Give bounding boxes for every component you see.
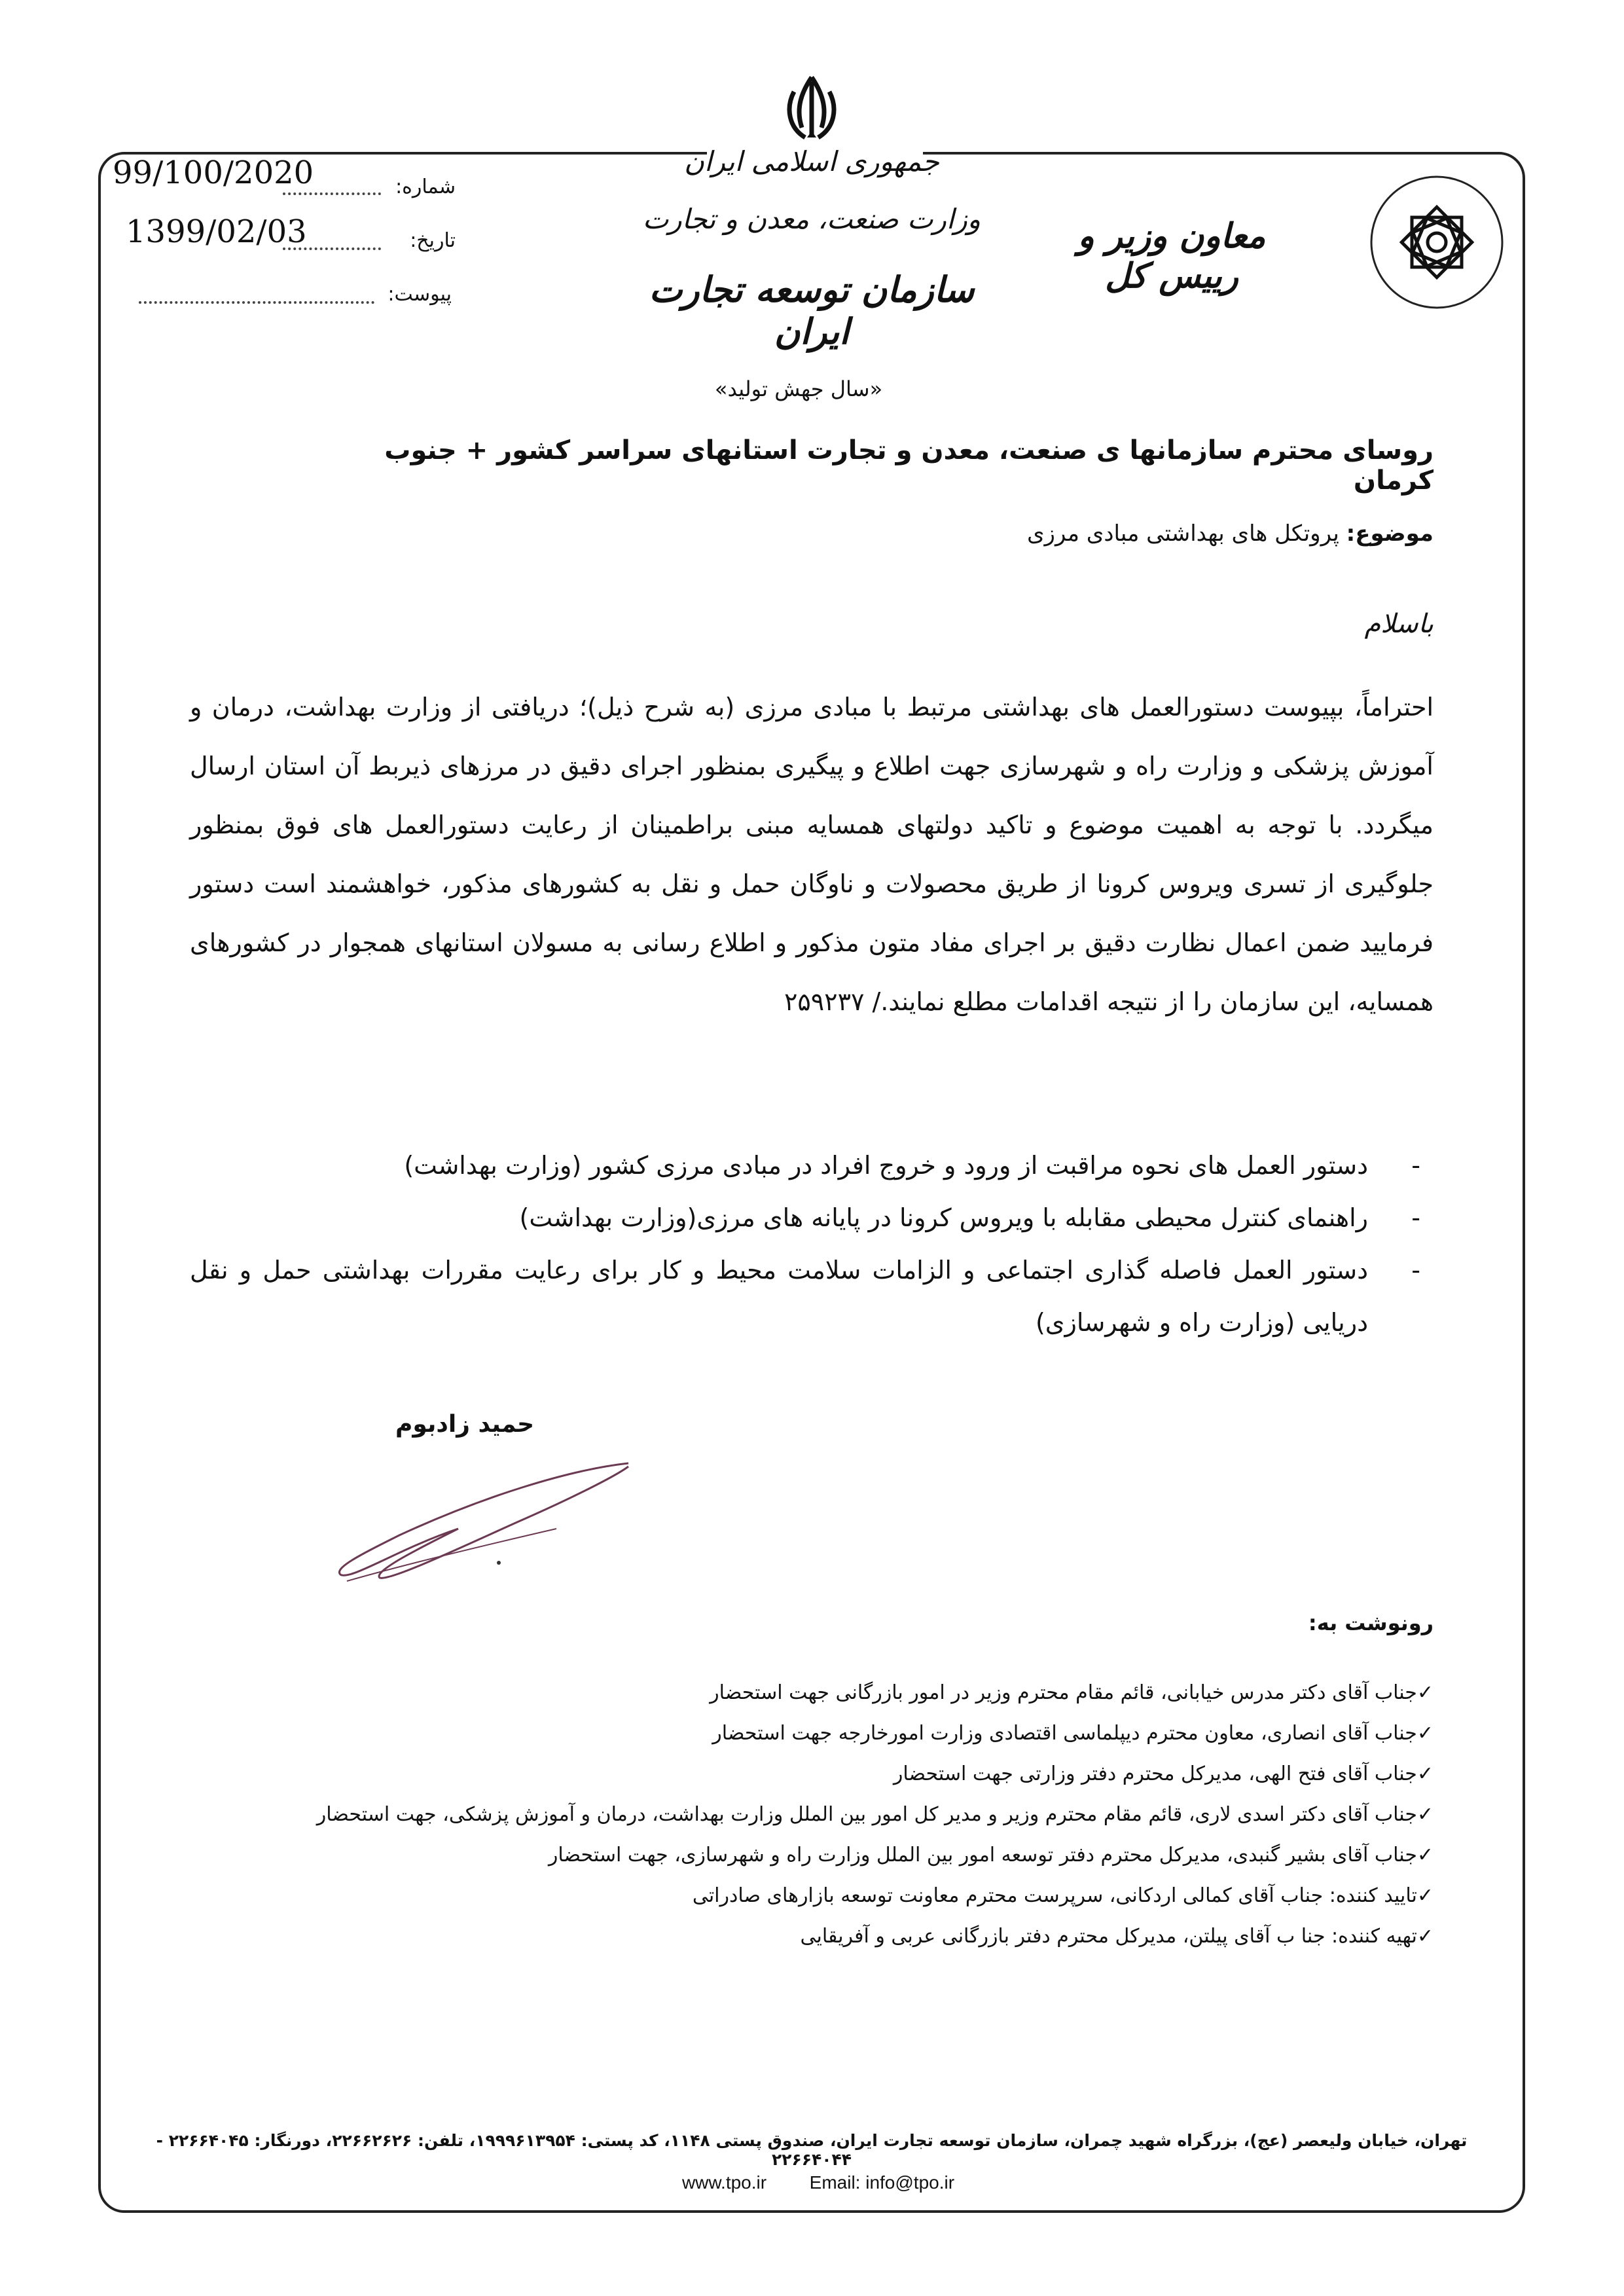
year-slogan: «سال جهش تولید» (714, 376, 883, 401)
cc-item: ✓جناب آقای انصاری، معاون محترم دیپلماسی اقتصادی وزارت امورخارجه جهت استحضار (712, 1722, 1434, 1745)
signatory-name: حمید زادبوم (395, 1411, 535, 1438)
number-label: شماره: (395, 175, 456, 198)
number-dots (283, 192, 381, 195)
bullet-dash: - (1411, 1151, 1420, 1180)
number-value: 99/100/2020 (113, 155, 314, 191)
subject-line (589, 520, 1434, 547)
recipient: روسای محترم سازمانها ی صنعت، معدن و تجارت استانهای سراسر کشور + جنوب کرمان (384, 435, 1434, 496)
iran-emblem-icon (782, 72, 841, 144)
date-label: تاریخ: (410, 229, 456, 252)
list-item: - راهنمای کنترل محیطی مقابله با ویروس کرونا در پایانه های مرزی(وزارت بهداشت) (190, 1192, 1434, 1244)
cc-list (190, 1673, 1434, 1957)
cc-item: ✓تایید کننده: جناب آقای کمالی اردکانی، سرپرست محترم معاونت توسعه بازارهای صادراتی (692, 1884, 1434, 1907)
website-link[interactable]: www.tpo.ir (681, 2172, 767, 2193)
cc-title: رونوشت به: (1308, 1611, 1434, 1635)
cc-item: ✓جناب آقای بشیر گنبدی، مدیرکل محترم دفتر توسعه امور بین الملل وزارت راه و شهرسازی، جهت استحضار (548, 1844, 1434, 1867)
republic-title: جمهوری اسلامی ایران (684, 145, 939, 177)
cc-item: ✓تهیه کننده: جنا ب آقای پیلتن، مدیرکل محترم دفتر بازرگانی عربی و آفریقایی (800, 1925, 1434, 1948)
attachment-dots (139, 301, 374, 304)
subject-label: موضوع: (1346, 520, 1434, 547)
date-value: 1399/02/03 (126, 213, 307, 250)
footer-address: تهران، خیابان ولیعصر (عج)، بزرگراه شهید چمران، سازمان توسعه تجارت ایران، صندوق پستی ۱۱۴۸، کد پستی: ۱۹۹۹۶۱۳۹۵۴، تلفن: ۲۲۶۶۲۶۲۶، دورنگار: ۲۲۶۶۴۰۴۵ - ۲۲۶۶۴۰۴۴ (156, 2131, 1468, 2169)
bullet-dash: - (1411, 1203, 1420, 1232)
ministry-title: وزارت صنعت، معدن و تجارت (642, 203, 981, 235)
cc-item: ✓جناب آقای دکتر اسدی لاری، قائم مقام محترم وزیر و مدیر کل امور بین الملل وزارت بهداشت، درمان و آموزش پزشکی، جهت استحضار (316, 1803, 1434, 1826)
cc-item: ✓جناب آقای دکتر مدرس خیابانی، قائم مقام محترم وزیر در امور بازرگانی جهت استحضار (710, 1681, 1434, 1704)
attachment-label: پیوست: (388, 283, 452, 306)
organization-title: سازمان توسعه تجارت ایران (649, 268, 975, 352)
subject-text: پروتکل های بهداشتی مبادی مرزی (1026, 520, 1339, 547)
deputy-title: معاون وزیر و رییس کل (1077, 216, 1266, 296)
body-paragraph: احتراماً، بپیوست دستورالعمل های بهداشتی مرتبط با مبادی مرزی (به شرح ذیل)؛ دریافتی از وزارت بهداشت، درمان و آموزش پزشکی و وزارت راه و شهرسازی جهت اطلاع و پیگیری بمنظور اجرای دقیق در مرزهای ذیربط آن استان ارسال میگردد. با توجه به اهمیت موضوع و تاکید دولتهای همسایه مبنی براطمینان از رعایت دستورالعمل های فوق بمنظور جلوگیری از تسری ویروس کرونا از طریق محصولات و ناوگان حمل و نقل به کشورهای مذکور، خواهشمند است دستور فرمایید ضمن اعمال نظارت دقیق بر اجرای مفاد متون مذکور و اطلاع رسانی به مسولان استانهای همجوار در کشورهای همسایه، این سازمان را از نتیجه اقدامات مطلع نمایند./ ۲۵۹۲۳۷ (190, 693, 1434, 1016)
tpo-logo-icon (1365, 170, 1509, 314)
cc-item: ✓جناب آقای فتح الهی، مدیرکل محترم دفتر وزارتی جهت استحضار (893, 1762, 1434, 1785)
greeting: باسلام (1364, 609, 1434, 639)
attachments-list (190, 1139, 1434, 1349)
footer-contact (681, 2172, 956, 2193)
list-item: - دستور العمل فاصله گذاری اجتماعی و الزامات سلامت محیط و کار برای رعایت مقررات بهداشتی حمل و نقل دریایی (وزارت راه و شهرسازی) (190, 1244, 1434, 1349)
signature-icon (321, 1450, 635, 1594)
list-item: - دستور العمل های نحوه مراقبت از ورود و خروج افراد در مبادی مرزی کشور (وزارت بهداشت) (190, 1139, 1434, 1192)
bullet-dash: - (1411, 1256, 1420, 1285)
email-link[interactable]: Email: info@tpo.ir (809, 2172, 955, 2193)
